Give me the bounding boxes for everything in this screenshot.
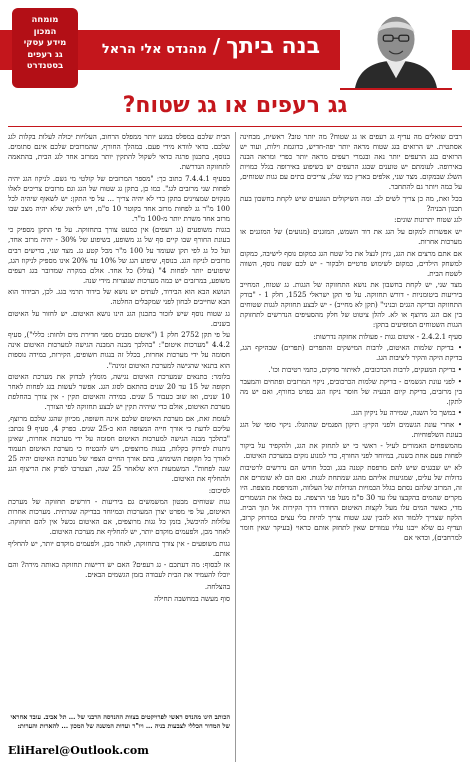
author-email: EliHarel@Outlook.com bbox=[8, 744, 149, 757]
paragraph: אז לבסוף: מה דעתכם - גג רעפים? האם יש דרישות תחזוקה באותה מידה? והם יוכלו להעמיד את הבית לעבודה בזמן הגשמים הבאים. bbox=[8, 560, 230, 580]
paragraph: • לפני עונת הגשמים - בדיקת שלמות הכרכובים, ניקוי המרזבים ופתחים והמעבר בין מרזבים, בדיקת קיום הבעיה של חוסר ניקוז הגג בפרט בחורף, ואם יש מה לתקן. bbox=[240, 376, 462, 406]
paragraph: לגג שטוח יתרונות שונים: bbox=[394, 215, 462, 225]
paragraph: על פי תקן 2752 חלק 1 ("איטום מבנים מפני חדירת מים ולחות: כללי"), סעיף 4.4.2 "מערכות איטום": "בהלכך מבנה המבנה הגישה למערכות האיטום אינה חסומה על ידי מערכות אחרות, בכלל זה בנגות חשופים, הקירות, במידה נוספות הוא בתנאי שהגישה למערכת האיטום זמינה". bbox=[8, 330, 230, 370]
article-column-left bbox=[8, 132, 230, 714]
paragraph: אם אתם מרצים את הגג, ניתן לנצל את כל שטח הגג כמקום נוסף לישיבה, כמקום למשחק הילדים, כמקום לשימוש פרטיים ולבקור - יש לכם שטח נוסף, השווה לשטח הבית. bbox=[240, 248, 462, 278]
paragraph: בהצלחה. bbox=[204, 582, 230, 592]
author-portrait-image bbox=[340, 6, 452, 88]
badge-line: גג רעפים bbox=[27, 49, 63, 60]
paragraph: לא יש שבגגים שיש להם מרפסת קטנה בגג, ובכל חודש הם נדרשים לרטיבות גדולות של עלים, שמגיעות אליהם מהגג שמתחת לגגות. ואם הם לא שומרים את זה, המרזב שלהם נסתם בגלל הכמויות הגדולות של העלווה, והמרפסת מוצפת. היו מקרים שהמים בהקבצו עלו עד 30 ס"מ מעל פני הרצפה. גם באלו את הנשמרים מדי, כאשר המים עלו מעל לקצות האיטום החודרו דרך הקירות אל תוך הבית. הלקח שצריך ללמוד הוא להבין שגג שטוח צריך להיות בלי עצים במרחק קרוב, ועדיף גם שלא ייבנו עליו עמודים שאין לתחזק אותם כראוי (בעיקר שאין חומר למרחבים), וכדאי אם bbox=[240, 462, 462, 543]
column-header bbox=[0, 0, 470, 90]
headline-divider bbox=[8, 126, 462, 127]
paragraph: הנושא הבא הוא הבידוד, לעתים יש נושא של בידוד תרמי בגג. לכן, הבידוד הוא הבא שחייבים לבחון לפני שמקבלים החלטה. bbox=[8, 287, 230, 307]
title-separator: / bbox=[212, 34, 221, 58]
paragraph: • אחרי עונת הגשמים ולפני הקיץ: תיקון הפגמים שהתגלו. ניקוי סופי של הגג בעונת השלפוחיות. bbox=[240, 419, 462, 439]
column-title bbox=[102, 34, 320, 59]
paragraph: הבית שלכם במפלס במגע יותר ממפלס הרחוב, העלויות יכולה לעלות בקלות לגג שלכם. כדאי לוודא מידי פעם. במהלך החורף, שהמרזבים שלכם אינם סתומים. בנוסף, בתכנון פרגה כדאי לשקול להתקין יותר ממרזב אחד לגג הבית, בהתאמה לתחזוקה הנדרשת. bbox=[8, 132, 230, 172]
paragraph: בכל זאת, מה כן צריך לשים לב. ומה השיקולים הנוגעים שיש לקחת בחשבון בעת תכנון הבניה? bbox=[240, 193, 462, 213]
paragraph: סעיף 2.4.2.1 - איטום גגות - פעולות אחזקה נדרשות: bbox=[313, 331, 462, 341]
paragraph: • בדיקת שלמות האיטום, לרבות המישקים והתפרים (תפרים) שבהיקף הגג, בדיקת היקה והקיר ליציבות הגג. bbox=[240, 343, 462, 363]
badge-line: בסטנדרט bbox=[26, 61, 64, 71]
paragraph: לסיכום: bbox=[208, 485, 230, 495]
badge-line: המכון bbox=[33, 26, 57, 37]
paragraph: בגגות משופעים (גג רעפים) אין כמעט צורך בתחזוקה. על פי התקן מספיק כי בעונת החורף שבו קיים סף של גג משופע, בשיפוע של 30% - יהיה מרזב אחד, ועל כל גג לפי תקן שעומד על 100 מ"ר מכל קטע גג. מצד שני, בדישים רבים מרזבים לניקוז הגג. בנוסף, שיפוע הגג של 10% עד 20% אינו מספיק לניקוז הגג, שיפועים יותר לפחות 4" (צולל) כל אחד. אולם במקרה שמדובר בגג רעפים משופע, במרזבים יש כמה מערכות שנוצרות מידי שנה. bbox=[8, 225, 230, 285]
column-name: בנה ביתך bbox=[226, 34, 320, 59]
paragraph: בסעיף 7.4.4.1 כתוב כך: "מספר המרזבים של קולטי מי גשם. לניקוז הגג יהיה לפחות שני מרזבים לגג". כמו כן, בתקן גג שטוח של הגג וגם מרזבים צריכים לאלו מנקזים שמצוינים בתקן כדי לא יהיה צריך ... על פי התקן: יש לשאוף שיהיה לכל 100 מ"ר גג לפחות מרזב אחד בקוטר 10 ס"מ, ויש לדאוג שלא יהיה מצב שבו מרזב אחד משרת יותר מ-100 מ"ר. bbox=[8, 173, 230, 223]
badge-line: מידע עסקי bbox=[23, 38, 67, 48]
paragraph: גגות שטוחים מבטון המשמשים גם ביריעות - דורשים תחזוקה של מערכת האיטום, על פי מפרט יצרן המערכות ובמיוחד בבדיקה שגרתית. מערכות אחרות עלולות להיכשל, בזמן כל גגות מרוצפים, אם האיטום נכשל אין להם תחזוקה. לאחר מכן, ולפעמים מוקדם יותר, יש להחליף את מערכת האיטום. bbox=[8, 497, 230, 537]
author-photo bbox=[340, 6, 452, 90]
expert-badge bbox=[12, 8, 78, 88]
author-bio: הכותב הינו מהנדס ראשי לפרויקטים בצוות ההנדסה הרבני של ... תל אביב. עובד אחראי של המדור הכללי לצבעות בניה ... ויו"ר ועדות המשנה של המכון ... להארות והערות: bbox=[10, 713, 230, 730]
paragraph: • בדיקת המעקים, לרבות הכרכובים, לאיתור סדקים, כתמי רטיבות וכו'. bbox=[268, 365, 462, 375]
paragraph: מצד שני, יש לקחת בחשבון את נושא התחזוקה של הגגות. גג שטוח, המחייב ביריעות ביטומניות - דורש תחזוקה. על פי תקן ישראלי 1525, חלק 1 - "בודק התחזוקה ובדיקה הגגים ובניני" (תקן לא מחייב) - יש לבצע תחזוקה לגגות שטוחים בין אם הגג מרוצף או לא. להלן ציטוט של חלק מהסעיפים הנדרשים לתחזוקת הגגות השטוחים המופיעים בתקן: bbox=[240, 280, 462, 330]
paragraph: גגות משופעים - אין צורך בתחזוקה, לאחר מכן, ולפעמים מוקדם יותר, יש להחליף אותם. bbox=[8, 538, 230, 558]
paragraph: בלומר: בתנאים שמערכת האיטום נגישה, מומלץ לבדוק את מערכת האיטום תקופה של 15 עד 20 שנים בהתאם לסוג הגג. אפשר לעשות בגג לפחות לאחר 10 שנים, ואז שוב כעבור 5 שנים. במידה והאיטום תקין - אין צורך בהחלפת מערכת האיטום, אולם כדי שיהיה תקין יש לבצע תחזוקה לפי הצורך. bbox=[8, 372, 230, 412]
badge-line: מומחה bbox=[31, 15, 59, 25]
column-divider bbox=[235, 132, 236, 762]
author-title: מהנדס אלי הראל bbox=[101, 42, 207, 57]
paragraph: גג שטוח נוסף שיש לזכור בתכנון הגג הינו נושא האיטום. יש לחזור על האיטום בשנים. bbox=[8, 308, 230, 328]
paragraph: • במשך כל השנה, שמירה על ניקיון הגג. bbox=[350, 408, 462, 418]
paragraph: יש אפשרות למקום על הגג את דוד השמש, המזגנים (מנועים) של המזגנים או מערכות אחרות. bbox=[240, 226, 462, 246]
paragraph: מהמשפחים האמורים לעיל - ראשי כי יש לתחזק את הגג, ולהקפיד על ביקור לפחות פעם אחת בשנה, במיוחד לפני החורף, כדי למנוע נזקים במערכת האיטום. bbox=[240, 441, 462, 461]
paragraph: סוף מעשה במחשבה תחילה bbox=[154, 593, 230, 603]
paragraph: רבים שואלים מה עדיף גג רעפים או גג שטוח? מה יותר טוב? ראשית, מבחינה אסתטית. יש הרואים בגג שטוח מראה יותר יפה-חדיש, כדוגמת וילות, ועוד יש הרואים בגג הרעפים יותר נאה ובגמרי רעפים מראה יותר כפרי ומראה הבנה באירופה. לעומתם יש טוענים שבגג הרעפים יש בשיפוע באירופה בגלל כמויות השלג שבמקום. מצד שני, אלפים בארץ כמו שלג, צריכים בתים עם גגות שטוחים, על כמה ויותר גם להתחבר. bbox=[240, 132, 462, 192]
article-headline: גג רעפים או גג שטוח? bbox=[122, 93, 348, 118]
paragraph: לעומת זאת, אם מערכת האיטום שלכם אינה חשופה, מכיוון שהגג שלכם מרוצף, עליכם לדעת כי אורך חייה המצופה הוא כ-25 שנים. בפרק 4, סעיף 9 נכתב: "בתלכך מבנה הגישה למערכות האיטום חסומה על ידי מערכות אחרות, שאינן ניתנות לפירוק בקלות, בנגות מרוצפים, ויש להבטיח כי מערכת האיטום תעמוד לאורך כל תקופת השימוש, בהם אורך החיים הצפוי של מערכת האיטום יהיה 25 שנה לפחות". המשמעות היא שלאחר 25 שנה, תצטרכו לפרק את הריצוף הגג ולהחליף את האיטום. bbox=[8, 413, 230, 484]
article-column-right bbox=[240, 132, 462, 762]
